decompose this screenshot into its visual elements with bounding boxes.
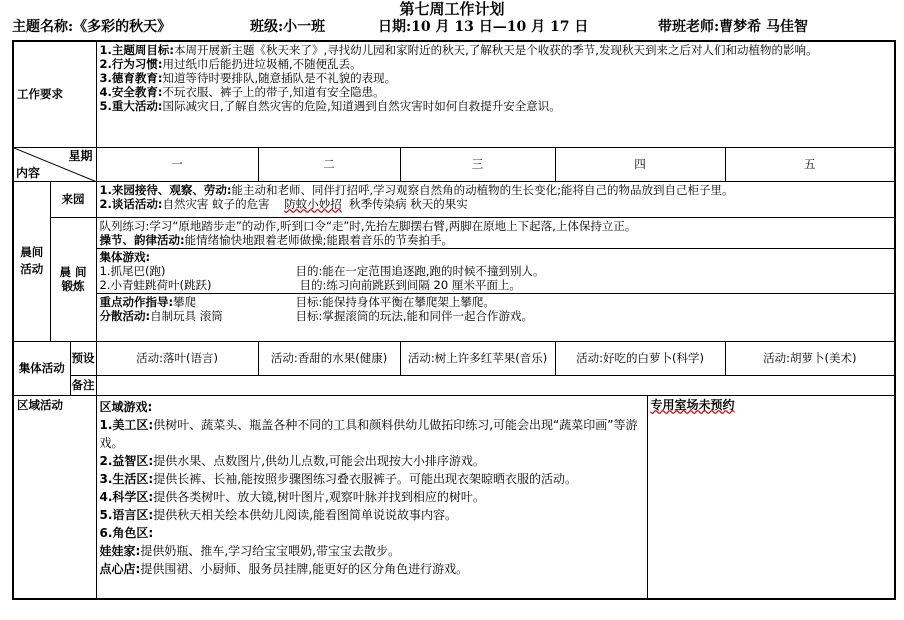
date-range: 日期:10 月 13 日—10 月 17 日 [378,19,589,35]
area-item: 2.益智区:提供水果、点数图片,供幼儿点数,可能会出现按大小排序游戏。 [99,453,485,468]
morning-label: 晨间活动 [13,181,50,341]
arrival-row [13,181,895,217]
day-wednesday: 三 [400,147,555,181]
special-room: 专用室场未预约 [647,395,895,599]
note-row [13,375,895,395]
group-games-section: 集体游戏: 1.抓尾巴(跑) 目的:能在一定范围追逐跑,跑的时候不撞到别人。 2.小青蛙跳荷叶(跳跃) 目的:练习向前跳跃到间隔 20 厘米平面上。 [97,249,895,294]
spell-underlined-text: 防蚊小妙招 [284,196,342,211]
requirements-label: 工作要求 [13,41,96,147]
day-friday: 五 [725,147,895,181]
corner-bottom-label: 内容 [16,165,41,180]
teachers: 带班老师:曹梦希 马佳智 [658,19,809,35]
day-thursday: 四 [555,147,725,181]
area-item: 3.生活区:提供长裤、长袖,能按照步骤图练习叠衣服裤子。可能出现衣架晾晒衣服的活动。 [99,471,578,486]
requirement-item: 2.行为习惯:用过纸巾后能扔进垃圾桶,不随便乱丢。 [99,57,362,71]
activity-tuesday: 活动:香甜的水果(健康) [258,341,400,375]
plan-sublabel: 预设 [70,341,96,375]
drill-section: 队列练习:学习“原地踏步走”的动作,听到口令“走”时,先抬左脚摆右臂,两脚在原地上下起落,上体保持立正。 操节、韵律活动:能情绪愉快地跟着老师做操;能跟着音乐的节奏拍手。 [97,218,895,249]
exercise-label: 晨 间 锻炼 [50,217,96,341]
requirement-item: 4.安全教育:不玩衣服、裤子上的带子,知道有安全隐患。 [99,85,385,99]
area-item: 6.角色区: [99,525,154,540]
activity-thursday: 活动:好吃的白萝卜(科学) [555,341,725,375]
requirement-item: 3.德育教育:知道等待时要排队,随意插队是不礼貌的表现。 [99,71,397,85]
area-content [96,395,647,599]
note-content [96,375,895,395]
theme-name: 主题名称:《多彩的秋天》 [12,19,172,35]
activity-friday: 活动:胡萝卜(美术) [725,341,895,375]
plan-table [12,40,896,600]
weekday-corner [13,147,96,181]
note-sublabel: 备注 [70,375,96,395]
arrival-label: 来园 [50,181,96,217]
requirements-row [13,41,895,147]
area-item: 点心店:提供围裙、小厨师、服务员挂牌,能更好的区分角色进行游戏。 [99,561,469,576]
group-activity-row [13,341,895,375]
arrival-content: 1.来园接待、观察、劳动:能主动和老师、同伴打招呼,学习观察自然角的动植物的生长变化;能将自己的物品放到自己柜子里。 2.谈话活动:自然灾害 蚊子的危害 防蚊小妙招 秋季传染病 秋天的果实 [96,181,895,217]
area-item: 1.美工区:供树叶、蔬菜头、瓶盖各种不同的工具和颜料供幼儿做拓印练习,可能会出现“蔬菜印画”等游戏。 [99,417,638,450]
corner-top-label: 星期 [68,148,93,163]
requirement-item: 1.主题周目标:本周开展新主题《秋天来了》,寻找幼儿园和家附近的秋天,了解秋天是个收获的季节,发现秋天到来之后对人们和动植物的影响。 [99,43,818,57]
requirement-item: 5.重大活动:国际减灾日,了解自然灾害的危险,知道遇到自然灾害时如何自救提升安全意识。 [99,99,561,113]
area-label: 区域活动 [13,395,96,599]
exercise-row [13,217,895,341]
requirements-content [96,41,895,147]
activity-wednesday: 活动:树上许多红苹果(音乐) [400,341,555,375]
area-heading: 区域游戏: [99,399,153,414]
day-monday: 一 [96,147,258,181]
exercise-content [96,217,895,341]
area-item: 娃娃家:提供奶瓶、推车,学习给宝宝喂奶,带宝宝去散步。 [99,543,400,558]
weekday-row [13,147,895,181]
area-item: 5.语言区:提供秋天相关绘本供幼儿阅读,能看图简单说说故事内容。 [99,507,458,522]
area-row [13,395,895,599]
key-activity-section: 重点动作指导:攀爬 目标:能保持身体平衡在攀爬架上攀爬。 分散活动:自制玩具 滚筒 目标:掌握滚筒的玩法,能和同伴一起合作游戏。 [99,294,534,323]
class-name: 班级:小一班 [250,19,326,35]
activity-monday: 活动:落叶(语言) [96,341,258,375]
day-tuesday: 二 [258,147,400,181]
area-item: 4.科学区:提供各类树叶、放大镜,树叶图片,观察叶脉并找到相应的树叶。 [99,489,485,504]
group-activity-label: 集体活动 [13,341,70,395]
page-title: 第七周工作计划 [399,0,505,18]
